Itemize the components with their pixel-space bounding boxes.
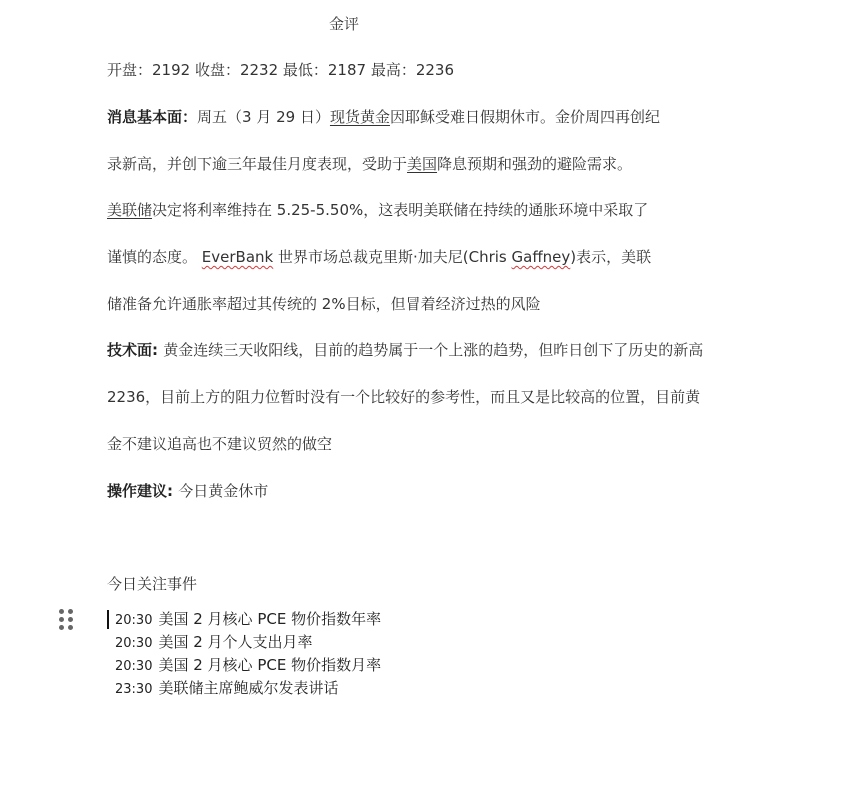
event-time: 20:30 — [115, 636, 153, 651]
fundamentals-line-1[interactable] — [107, 105, 660, 129]
event-item[interactable] — [115, 677, 338, 701]
technical-line-1[interactable] — [107, 338, 703, 362]
event-item[interactable] — [115, 608, 381, 632]
technical-text: 黄金连续三天收阳线，目前的趋势属于一个上涨的趋势，但昨日创下了历史的新高 — [163, 341, 704, 359]
advice-label: 操作建议: — [107, 482, 179, 500]
event-text: 美国 2 月核心 PCE 物价指数年率 — [158, 610, 382, 628]
technical-line-3[interactable]: 金不建议追高也不建议贸然的做空 — [107, 435, 333, 453]
drag-dot — [68, 609, 73, 614]
spot-gold-link[interactable]: 现货黄金 — [329, 108, 390, 126]
drag-dot — [59, 609, 64, 614]
event-time: 20:30 — [115, 613, 153, 628]
event-time: 20:30 — [115, 659, 153, 674]
drag-dot — [59, 617, 64, 622]
fundamentals-text: 因耶稣受难日假期休市。金价周四再创纪 — [389, 108, 660, 126]
ohlc-line[interactable]: 开盘：2192 收盘：2232 最低：2187 最高：2236 — [107, 61, 455, 79]
fundamentals-text: 录新高，并创下逾三年最佳月度表现，受助于 — [107, 155, 408, 173]
drag-dot — [59, 625, 64, 630]
drag-handle-icon[interactable] — [59, 609, 73, 631]
events-title[interactable]: 今日关注事件 — [107, 575, 198, 593]
fundamentals-text: 降息预期和强劲的避险需求。 — [437, 155, 633, 173]
advice-line[interactable] — [107, 479, 268, 503]
event-text: 美国 2 月个人支出月率 — [158, 633, 313, 651]
event-item[interactable] — [115, 654, 381, 678]
fundamentals-line-5[interactable]: 储准备允许通胀率超过其传统的 2%目标，但冒着经济过热的风险 — [107, 295, 541, 313]
text-cursor — [107, 610, 109, 629]
fundamentals-text: 决定将利率维持在 5.25-5.50%，这表明美联储在持续的通胀环境中采取了 — [152, 201, 649, 219]
fundamentals-line-3[interactable] — [107, 198, 648, 222]
fundamentals-text: )表示，美联 — [570, 248, 652, 266]
technical-label: 技术面: — [107, 341, 164, 359]
advice-text: 今日黄金休市 — [178, 482, 269, 500]
event-text: 美国 2 月核心 PCE 物价指数月率 — [158, 656, 382, 674]
everbank-misspelled-word: EverBank — [201, 248, 274, 266]
event-text: 美联储主席鲍威尔发表讲话 — [158, 679, 339, 697]
fundamentals-line-4[interactable] — [107, 245, 651, 269]
fundamentals-text: 周五（3 月 29 日） — [197, 108, 330, 126]
event-time: 23:30 — [115, 682, 153, 697]
fundamentals-text: 谨慎的态度。 — [107, 248, 202, 266]
usa-link[interactable]: 美国 — [407, 155, 438, 173]
drag-dot — [68, 625, 73, 630]
technical-line-2[interactable]: 2236，目前上方的阻力位暂时没有一个比较好的参考性，而且又是比较高的位置，目前黄 — [107, 388, 701, 406]
gaffney-misspelled-word: Gaffney — [511, 248, 571, 266]
fundamentals-label: 消息基本面： — [107, 108, 198, 126]
drag-dot — [68, 617, 73, 622]
fundamentals-text: 世界市场总裁克里斯·加夫尼(Chris — [273, 248, 512, 266]
document-title: 金评 — [328, 15, 359, 33]
fed-link[interactable]: 美联储 — [107, 201, 153, 219]
fundamentals-line-2[interactable] — [107, 152, 632, 176]
event-item[interactable] — [115, 631, 313, 655]
